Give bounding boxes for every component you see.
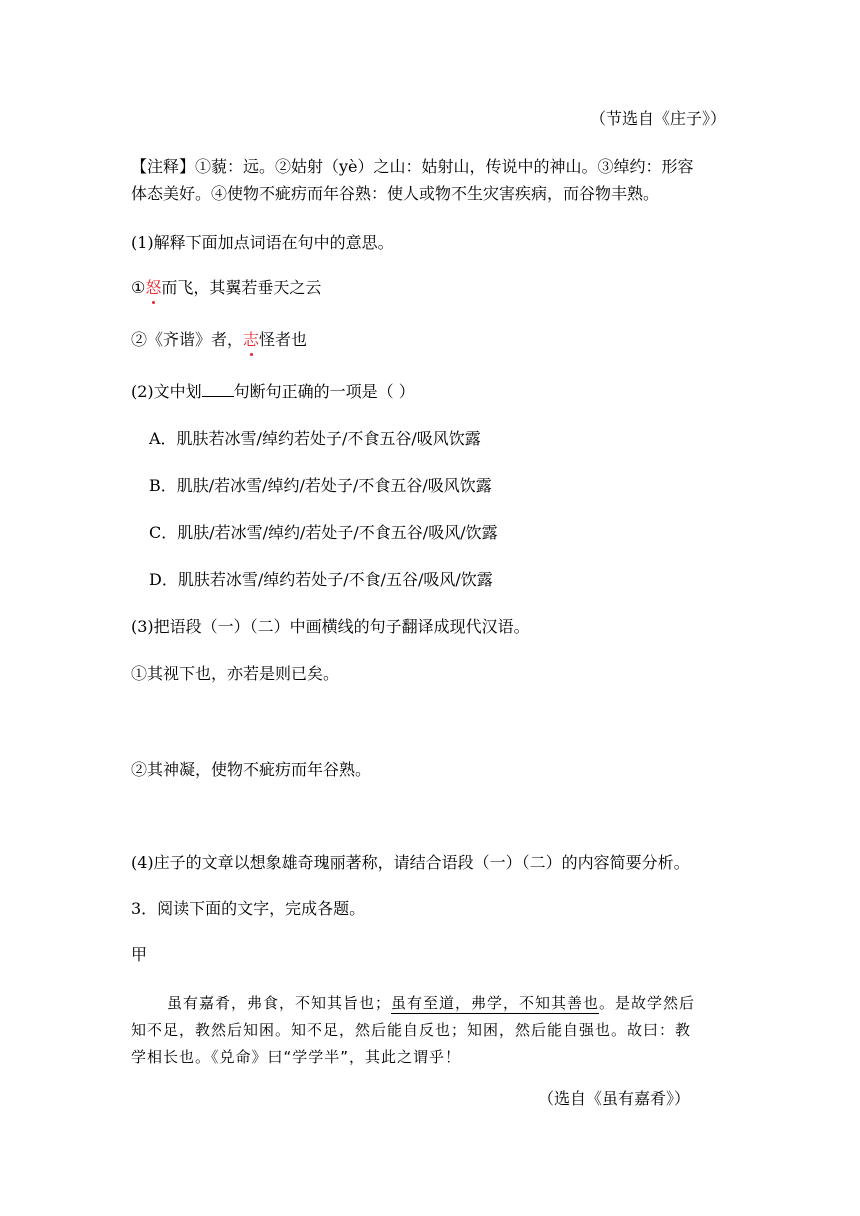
q2-stem-suffix: 句断句正确的一项是（ ） bbox=[233, 382, 415, 401]
passage-line-1-start: 虽有嘉肴，弗食，不知其旨也； bbox=[167, 994, 392, 1012]
dotted-word-nu: 怒 bbox=[145, 278, 162, 297]
annotation-line-1: 【注释】①藐：远。②姑射（yè）之山：姑射山，传说中的神山。③绰约：形容 bbox=[131, 157, 694, 176]
answer-blank bbox=[202, 382, 234, 397]
option-c: C．肌肤/若冰雪/绰约/若处子/不食五谷/吸风/饮露 bbox=[149, 523, 498, 542]
question-1-item-2 bbox=[131, 330, 307, 350]
source-note-zhuangzi: （节选自《庄子》） bbox=[590, 109, 727, 128]
passage-line-3: 学相长也。《兑命》曰“学学半”，其此之谓乎！ bbox=[131, 1048, 462, 1066]
passage-line-1 bbox=[167, 993, 695, 1013]
question-3-item-1: ①其视下也，亦若是则已矣。 bbox=[131, 664, 340, 683]
option-d: D．肌肤若冰雪/绰约若处子/不食/五谷/吸风/饮露 bbox=[149, 570, 493, 589]
dotted-word-zhi: 志 bbox=[243, 330, 260, 349]
question-4-stem: (4)庄子的文章以想象雄奇瑰丽著称，请结合语段（一）（二）的内容简要分析。 bbox=[131, 853, 690, 872]
passage-label-jia: 甲 bbox=[131, 945, 148, 964]
option-b: B．肌肤/若冰雪/绰约/若处子/不食五谷/吸风饮露 bbox=[149, 476, 492, 495]
passage-line-1-end: 。是故学然后 bbox=[599, 994, 696, 1012]
item-2-suffix: 怪者也 bbox=[259, 330, 308, 349]
option-a: A．肌肤若冰雪/绰约若处子/不食五谷/吸风饮露 bbox=[149, 429, 481, 448]
q2-stem-prefix: (2)文中划 bbox=[131, 382, 202, 401]
question-3-stem: (3)把语段（一）（二）中画横线的句子翻译成现代汉语。 bbox=[131, 617, 530, 636]
source-note-xuyoujiayao: （选自《虽有嘉肴》） bbox=[538, 1089, 691, 1108]
question-2-stem bbox=[131, 382, 415, 402]
section-3-title: 3．阅读下面的文字，完成各题。 bbox=[131, 899, 366, 918]
question-3-item-2: ②其神凝，使物不疵疠而年谷熟。 bbox=[131, 760, 372, 779]
underlined-sentence: 虽有至道，弗学，不知其善也 bbox=[391, 994, 600, 1012]
item-1-suffix: 而飞，其翼若垂天之云 bbox=[161, 278, 322, 297]
question-1-stem: (1)解释下面加点词语在句中的意思。 bbox=[131, 233, 394, 252]
annotation-line-2: 体态美好。④使物不疵疠而年谷熟：使人或物不生灾害疾病，而谷物丰熟。 bbox=[131, 184, 660, 203]
passage-line-2: 知不足，教然后知困。知不足，然后能自反也；知困，然后能自强也。故曰：教 bbox=[131, 1021, 692, 1039]
item-2-prefix: ②《齐谐》者， bbox=[131, 330, 244, 349]
question-1-item-1 bbox=[131, 278, 321, 298]
item-1-prefix: ① bbox=[131, 278, 146, 297]
